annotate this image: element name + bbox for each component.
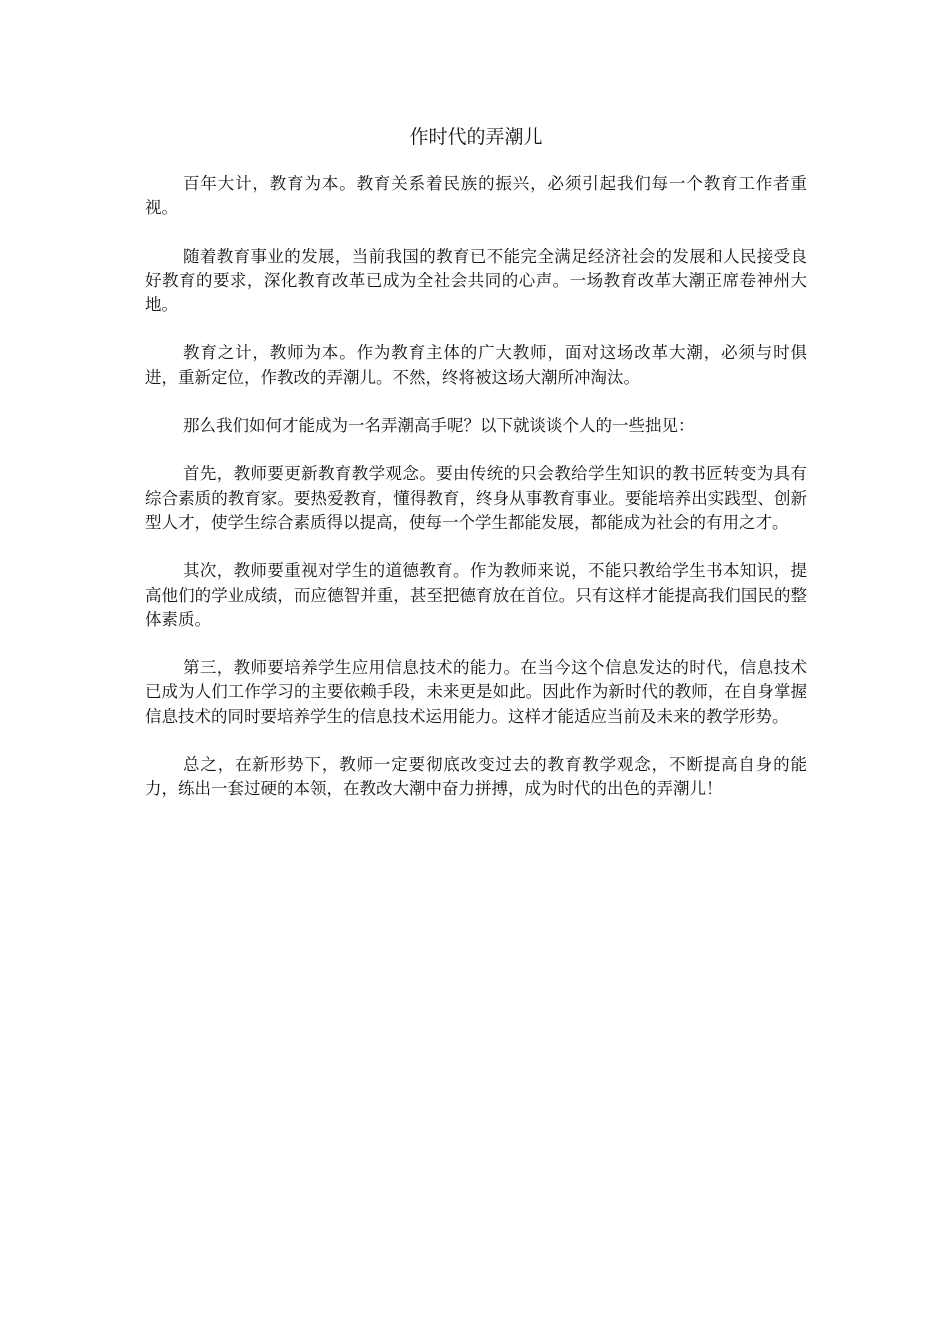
document-body (145, 172, 807, 826)
paragraph-teacher-role: 教育之计，教师为本。作为教育主体的广大教师，面对这场改革大潮，必须与时俱进，重新定位，作教改的弄潮儿。不然，终将被这场大潮所冲淘汰。 (145, 343, 807, 387)
document-title: 作时代的弄潮儿 (409, 126, 543, 148)
paragraph-intro: 百年大计，教育为本。教育关系着民族的振兴，必须引起我们每一个教育工作者重视。 (145, 174, 807, 218)
paragraph-conclusion: 总之，在新形势下，教师一定要彻底改变过去的教育教学观念，不断提高自身的能力，练出一套过硬的本领，在教改大潮中奋力拼搏，成为时代的出色的弄潮儿！ (145, 755, 807, 799)
paragraph-second-point: 其次，教师要重视对学生的道德教育。作为教师来说，不能只教给学生书本知识，提高他们的学业成绩，而应德智并重，甚至把德育放在首位。只有这样才能提高我们国民的整体素质。 (145, 561, 807, 629)
paragraph-reform-tide: 随着教育事业的发展，当前我国的教育已不能完全满足经济社会的发展和人民接受良好教育的要求，深化教育改革已成为全社会共同的心声。一场教育改革大潮正席卷神州大地。 (145, 246, 807, 315)
paragraph-question: 那么我们如何才能成为一名弄潮高手呢？以下就谈谈个人的一些拙见： (183, 416, 695, 436)
paragraph-first-point: 首先，教师要更新教育教学观念。要由传统的只会教给学生知识的教书匠转变为具有综合素质的教育家。要热爱教育，懂得教育，终身从事教育事业。要能培养出实践型、创新型人才，使学生综合素质得以提高，使每一个学生都能发展，都能成为社会的有用之才。 (145, 464, 807, 532)
paragraph-third-point: 第三，教师要培养学生应用信息技术的能力。在当今这个信息发达的时代，信息技术已成为人们工作学习的主要依赖手段，未来更是如此。因此作为新时代的教师，在自身掌握信息技术的同时要培养学生的信息技术运用能力。这样才能适应当前及未来的教学形势。 (145, 658, 807, 726)
